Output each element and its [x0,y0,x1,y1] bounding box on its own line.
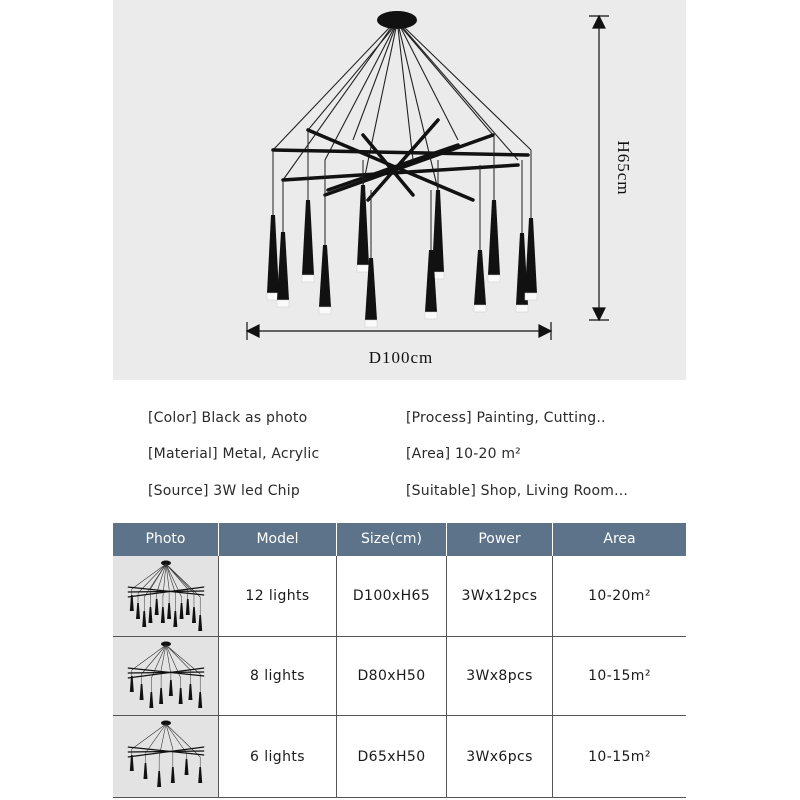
header-size: Size(cm) [337,523,447,556]
thumb-8-lights [113,637,219,715]
table-row [113,637,686,716]
product-photo [113,0,686,380]
chandelier-thumbnail-icon [121,640,211,712]
spec-process: [Process] Painting, Cutting.. [406,410,606,426]
spec-source: [Source] 3W led Chip [148,483,300,499]
area-cell: 10-15m² [588,668,651,684]
table-row [113,556,686,637]
area-cell: 10-15m² [588,748,651,765]
header-power: Power [447,523,553,556]
model-cell: 12 lights [219,556,337,636]
spec-suitable: [Suitable] Shop, Living Room... [406,483,629,499]
model-cell: 6 lights [219,716,337,797]
size-cell: D80xH50 [337,637,447,715]
table-header [113,523,686,556]
chandelier-illustration [113,0,686,380]
header-area: Area [603,531,636,547]
model-cell: 8 lights [219,637,337,715]
diameter-label: D100cm [368,348,434,367]
height-label: H65cm [614,140,633,196]
area-cell: 10-20m² [588,588,651,604]
thumb-12-lights [113,556,219,636]
spec-color: [Color] Black as photo [148,410,308,426]
size-cell: D65xH50 [337,716,447,797]
header-photo: Photo [113,523,219,556]
power-cell: 3Wx8pcs [447,637,553,715]
header-model: Model [219,523,337,556]
product-sheet [113,0,686,800]
power-cell: 3Wx6pcs [447,716,553,797]
thumb-6-lights [113,716,219,797]
size-cell: D100xH65 [337,556,447,636]
spec-material: [Material] Metal, Acrylic [148,446,320,462]
spec-area: [Area] 10-20 m² [406,446,521,462]
table-row [113,716,686,798]
power-cell: 3Wx12pcs [447,556,553,636]
chandelier-thumbnail-icon [121,559,211,634]
chandelier-thumbnail-icon [121,719,211,795]
